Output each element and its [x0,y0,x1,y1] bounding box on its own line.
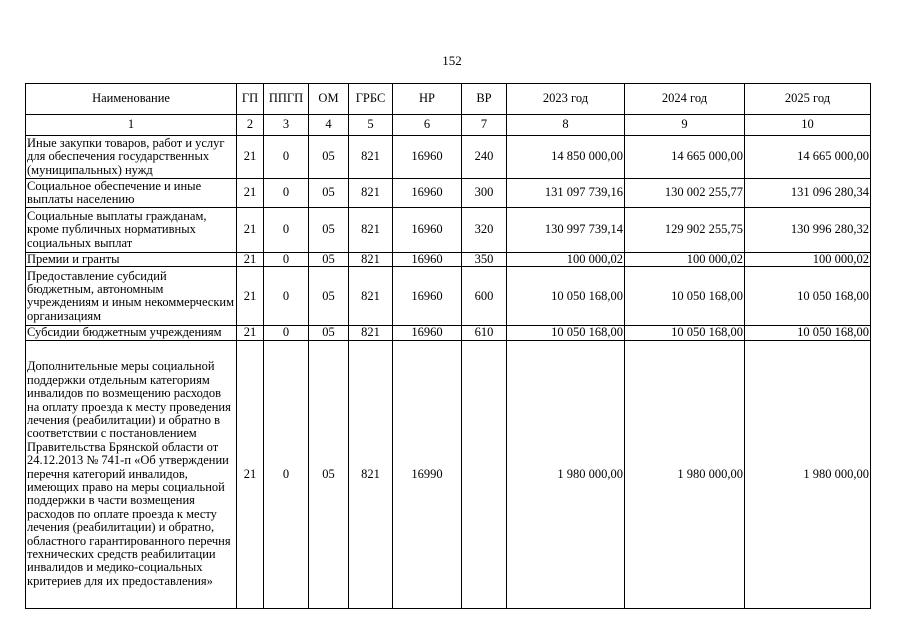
cell-grbs: 821 [349,136,393,179]
column-number: 9 [625,115,745,136]
table-row [26,340,871,608]
header-cell-2023: 2023 год [507,84,625,115]
header-cell-om: ОМ [309,84,349,115]
row-name: Субсидии бюджетным учреждениям [26,326,237,340]
cell-2023: 10 050 168,00 [507,326,625,340]
cell-grbs: 821 [349,179,393,208]
header-cell-name: Наименование [26,84,237,115]
cell-vr: 320 [462,208,507,253]
cell-vr: 350 [462,253,507,267]
cell-grbs: 821 [349,340,393,608]
header-cell-2024: 2024 год [625,84,745,115]
column-number: 2 [237,115,264,136]
cell-gp: 21 [237,208,264,253]
column-number: 8 [507,115,625,136]
row-name: Социальное обеспечение и иные выплаты населению [26,179,237,208]
cell-ppgp: 0 [264,208,309,253]
cell-om: 05 [309,267,349,326]
cell-2025: 130 996 280,32 [745,208,871,253]
row-name: Премии и гранты [26,253,237,267]
cell-2024: 100 000,02 [625,253,745,267]
cell-2025: 100 000,02 [745,253,871,267]
cell-vr: 600 [462,267,507,326]
cell-nr: 16960 [393,136,462,179]
cell-2024: 14 665 000,00 [625,136,745,179]
header-cell-ppgp: ППГП [264,84,309,115]
cell-2023: 10 050 168,00 [507,267,625,326]
cell-ppgp: 0 [264,326,309,340]
cell-2025: 1 980 000,00 [745,340,871,608]
table-row [26,208,871,253]
page-number: 152 [442,53,462,68]
cell-gp: 21 [237,340,264,608]
cell-2024: 1 980 000,00 [625,340,745,608]
header-cell-vr: ВР [462,84,507,115]
cell-vr [462,340,507,608]
row-name: Предоставление субсидий бюджетным, автономным учреждениям и иным некоммерческим организациям [26,267,237,326]
row-name: Дополнительные меры социальной поддержки отдельным категориям инвалидов по возмещению расходов на оплату проезда к месту проведения лечения (реабилитации) и обратно в соответствии с постановлением Правительства Брянской области от 24.12.2013 № 741-п «Об утверждении перечня категорий инвалидов, имеющих право на меры социальной поддержки в части возмещения расходов по оплате проезда к месту лечения (реабилитации) и обратно, областного гарантированного перечня технических средств реабилитации инвалидов и медико-социальных критериев для их предоставления» [26,340,237,608]
cell-nr: 16990 [393,340,462,608]
cell-gp: 21 [237,267,264,326]
header-cell-grbs: ГРБС [349,84,393,115]
table-row [26,326,871,340]
cell-gp: 21 [237,326,264,340]
cell-om: 05 [309,340,349,608]
cell-om: 05 [309,136,349,179]
cell-2023: 131 097 739,16 [507,179,625,208]
cell-vr: 300 [462,179,507,208]
table-row [26,253,871,267]
cell-2023: 1 980 000,00 [507,340,625,608]
cell-2024: 10 050 168,00 [625,326,745,340]
cell-2024: 130 002 255,77 [625,179,745,208]
cell-2024: 10 050 168,00 [625,267,745,326]
table-row [26,179,871,208]
column-number: 1 [26,115,237,136]
row-name: Социальные выплаты гражданам, кроме публичных нормативных социальных выплат [26,208,237,253]
header-cell-2025: 2025 год [745,84,871,115]
cell-nr: 16960 [393,179,462,208]
budget-table [25,83,871,609]
cell-grbs: 821 [349,267,393,326]
cell-ppgp: 0 [264,267,309,326]
table-row [26,267,871,326]
column-number-row [26,115,871,136]
cell-2025: 131 096 280,34 [745,179,871,208]
cell-gp: 21 [237,253,264,267]
cell-om: 05 [309,253,349,267]
column-number: 3 [264,115,309,136]
table-row [26,136,871,179]
column-number: 4 [309,115,349,136]
cell-vr: 240 [462,136,507,179]
cell-gp: 21 [237,136,264,179]
cell-grbs: 821 [349,208,393,253]
row-name: Иные закупки товаров, работ и услуг для обеспечения государственных (муниципальных) нужд [26,136,237,179]
header-cell-nr: НР [393,84,462,115]
cell-ppgp: 0 [264,136,309,179]
cell-ppgp: 0 [264,179,309,208]
column-number: 5 [349,115,393,136]
cell-2025: 14 665 000,00 [745,136,871,179]
cell-2023: 100 000,02 [507,253,625,267]
cell-nr: 16960 [393,208,462,253]
cell-grbs: 821 [349,326,393,340]
cell-nr: 16960 [393,267,462,326]
header-cell-gp: ГП [237,84,264,115]
column-number: 6 [393,115,462,136]
cell-om: 05 [309,326,349,340]
cell-2024: 129 902 255,75 [625,208,745,253]
cell-nr: 16960 [393,253,462,267]
cell-2025: 10 050 168,00 [745,267,871,326]
cell-2025: 10 050 168,00 [745,326,871,340]
cell-ppgp: 0 [264,253,309,267]
column-number: 7 [462,115,507,136]
header-row [26,84,871,115]
cell-2023: 130 997 739,14 [507,208,625,253]
cell-grbs: 821 [349,253,393,267]
cell-vr: 610 [462,326,507,340]
column-number: 10 [745,115,871,136]
cell-gp: 21 [237,179,264,208]
cell-ppgp: 0 [264,340,309,608]
cell-om: 05 [309,208,349,253]
cell-2023: 14 850 000,00 [507,136,625,179]
cell-om: 05 [309,179,349,208]
cell-nr: 16960 [393,326,462,340]
